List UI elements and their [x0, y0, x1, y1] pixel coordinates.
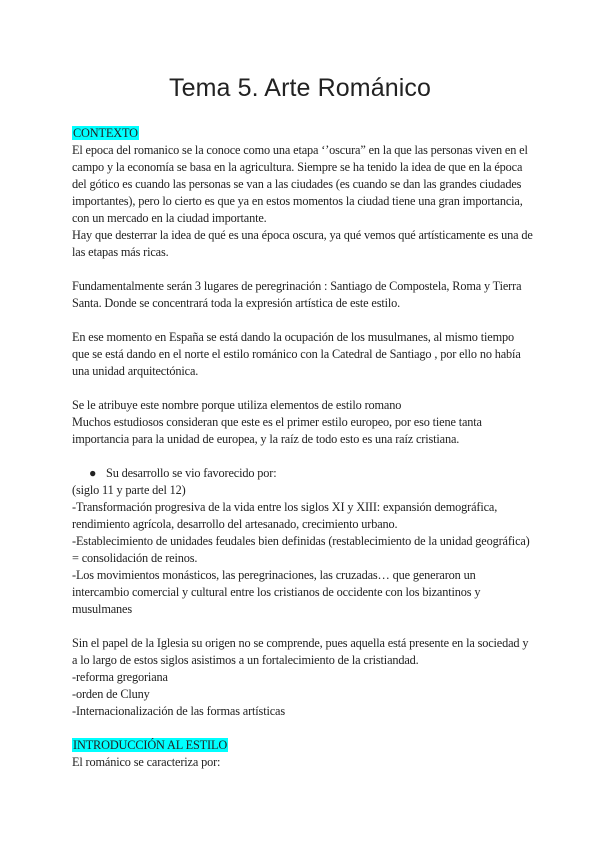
paragraph-spacer — [72, 448, 534, 465]
list-line: -Los movimientos monásticos, las peregrinaciones, las cruzadas… que generaron un intercambio comercial y cultural entre los cristianos de occidente con los bizantinos y musulmanes — [72, 568, 481, 616]
paragraph-spacer — [72, 720, 534, 737]
document-body — [72, 125, 534, 771]
paragraph-spacer — [72, 261, 534, 278]
page-title: Tema 5. Arte Románico — [169, 74, 431, 102]
list-line: -reforma gregoriana — [72, 670, 168, 684]
paragraph: Hay que desterrar la idea de qué es una época oscura, ya qué vemos qué artísticamente es una de las etapas más ricas. — [72, 228, 533, 259]
list-line: -Establecimiento de unidades feudales bien definidas (restablecimiento de la unidad geográfica) = consolidación de reinos. — [72, 534, 530, 565]
paragraph: El epoca del romanico se la conoce como una etapa ‘’oscura” en la que las personas viven en el campo y la economía se basa en la agricultura. Siempre se ha tenido la idea de que en la época del gótico es cuando las personas se van a las ciudades (es cuando se dan las grandes ciudades importantes), pero lo cierto es que ya en estos momentos la ciudad tiene una gran importancia, con un mercado en la ciudad importante. — [72, 143, 528, 225]
list-line: -Transformación progresiva de la vida entre los siglos XI y XIII: expansión demográfica, rendimiento agrícola, desarrollo del artesanado, crecimiento urbano. — [72, 500, 498, 531]
paragraph-spacer — [72, 618, 534, 635]
paragraph: Sin el papel de la Iglesia su origen no se comprende, pues aquella está presente en la sociedad y a lo largo de estos siglos asistimos a un fortalecimiento de la cristiandad. — [72, 636, 529, 667]
section-heading-contexto — [72, 125, 534, 142]
paragraph: Se le atribuye este nombre porque utiliza elementos de estilo romano — [72, 398, 402, 412]
paragraph: El románico se caracteriza por: — [72, 755, 221, 769]
section-heading-introduccion — [72, 737, 534, 754]
bullet-item — [72, 465, 534, 482]
paragraph-spacer — [72, 380, 534, 397]
paragraph: Fundamentalmente serán 3 lugares de peregrinación : Santiago de Compostela, Roma y Tierra Santa. Donde se concentrará toda la expresión artística de este estilo. — [72, 279, 522, 310]
bullet-text: Su desarrollo se vio favorecido por: — [106, 466, 277, 480]
paragraph: Muchos estudiosos consideran que este es el primer estilo europeo, por eso tiene tanta importancia para la unidad de europea, y la raíz de todo esto es una raíz cristiana. — [72, 415, 482, 446]
list-line: -orden de Cluny — [72, 687, 150, 701]
bullet-dot-icon: ● — [89, 466, 97, 480]
list-line: (siglo 11 y parte del 12) — [72, 483, 186, 497]
list-line: -Internacionalización de las formas artísticas — [72, 704, 285, 718]
section-heading-introduccion-text: INTRODUCCIÓN AL ESTILO — [73, 738, 228, 752]
paragraph-spacer — [72, 312, 534, 329]
section-heading-contexto-text: CONTEXTO — [73, 126, 138, 140]
paragraph: En ese momento en España se está dando la ocupación de los musulmanes, al mismo tiempo que se está dando en el norte el estilo románico con la Catedral de Santiago , por ello no había una unidad arquitectónica. — [72, 330, 521, 378]
